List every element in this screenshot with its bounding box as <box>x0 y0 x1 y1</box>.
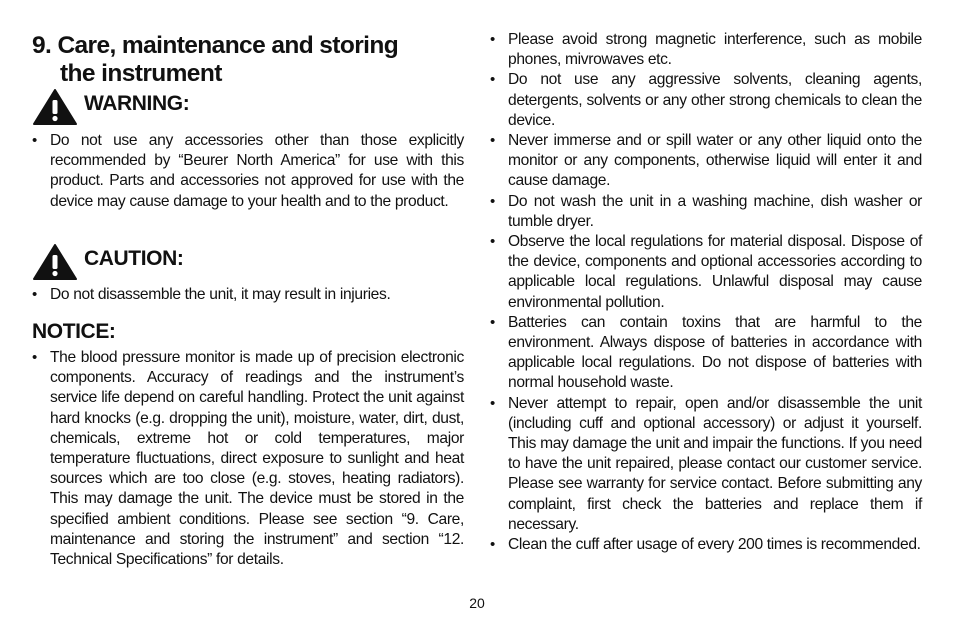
care-item-6: • Batteries can contain toxins that are harmful to the environment. Always dispose of batteries in accordance with applicable local regulations. Do not dispose of batteries with normal household waste. <box>490 313 922 394</box>
notice-list <box>32 348 464 570</box>
caution-item-1: • Do not disassemble the unit, it may result in injuries. <box>32 285 464 305</box>
care-item-5: • Observe the local regulations for material disposal. Dispose of the device, components and optional accessories according to applicable local regulations. Unlawful disposal may cause environmental pollution. <box>490 232 922 313</box>
care-list <box>490 30 922 555</box>
warning-header <box>32 88 464 128</box>
warning-label: WARNING: <box>84 92 190 115</box>
care-item-4: • Do not wash the unit in a washing machine, dish washer or tumble dryer. <box>490 192 922 232</box>
caution-triangle-icon <box>32 243 78 281</box>
warning-list <box>32 131 464 212</box>
page-number: 20 <box>469 595 485 611</box>
section-heading <box>32 32 464 88</box>
heading-line-2: the instrument <box>60 60 222 87</box>
care-item-2: • Do not use any aggressive solvents, cleaning agents, detergents, solvents or any other strong chemicals to clean the device. <box>490 70 922 131</box>
heading-line-1: 9. Care, maintenance and storing <box>32 32 399 59</box>
caution-header <box>32 243 464 283</box>
caution-list <box>32 285 464 305</box>
care-item-3: • Never immerse and or spill water or any other liquid onto the monitor or any components, otherwise liquid will enter it and cause damage. <box>490 131 922 192</box>
care-item-1: • Please avoid strong magnetic interference, such as mobile phones, mivrowaves etc. <box>490 30 922 70</box>
care-item-7: • Never attempt to repair, open and/or disassemble the unit (including cuff and optional accessory) or adjust it yourself. This may damage the unit and impair the functions. If you need to have the unit repaired, please contact our customer service. Please see warranty for service contact. Before submitting any complaint, first check the batteries and replace them if necessary. <box>490 394 922 535</box>
caution-label: CAUTION: <box>84 247 184 270</box>
warning-triangle-icon <box>32 88 78 126</box>
notice-label: NOTICE: <box>32 320 116 343</box>
notice-item-1: • The blood pressure monitor is made up of precision electronic components. Accuracy of readings and the instrument’s service life depend on careful handling. Protect the unit against hard knocks (e.g. dropping the unit), moisture, water, dirt, dust, chemicals, extreme hot or cold temperatures, major temperature fluctuations, direct exposure to sunlight and heat sources which are too close (e.g. stoves, heating radiators). This may damage the unit. The device must be stored in the specified ambient conditions. Please see section “9. Care, maintenance and storing the instrument” and section “12. Technical Specifications” for details. <box>32 348 464 570</box>
care-item-8: • Clean the cuff after usage of every 200 times is recommended. <box>490 535 922 555</box>
warning-item-1: • Do not use any accessories other than those explicitly recommended by “Beurer North America” for use with this product. Parts and accessories not approved for use with the device may cause damage to your health and to the product. <box>32 131 464 212</box>
